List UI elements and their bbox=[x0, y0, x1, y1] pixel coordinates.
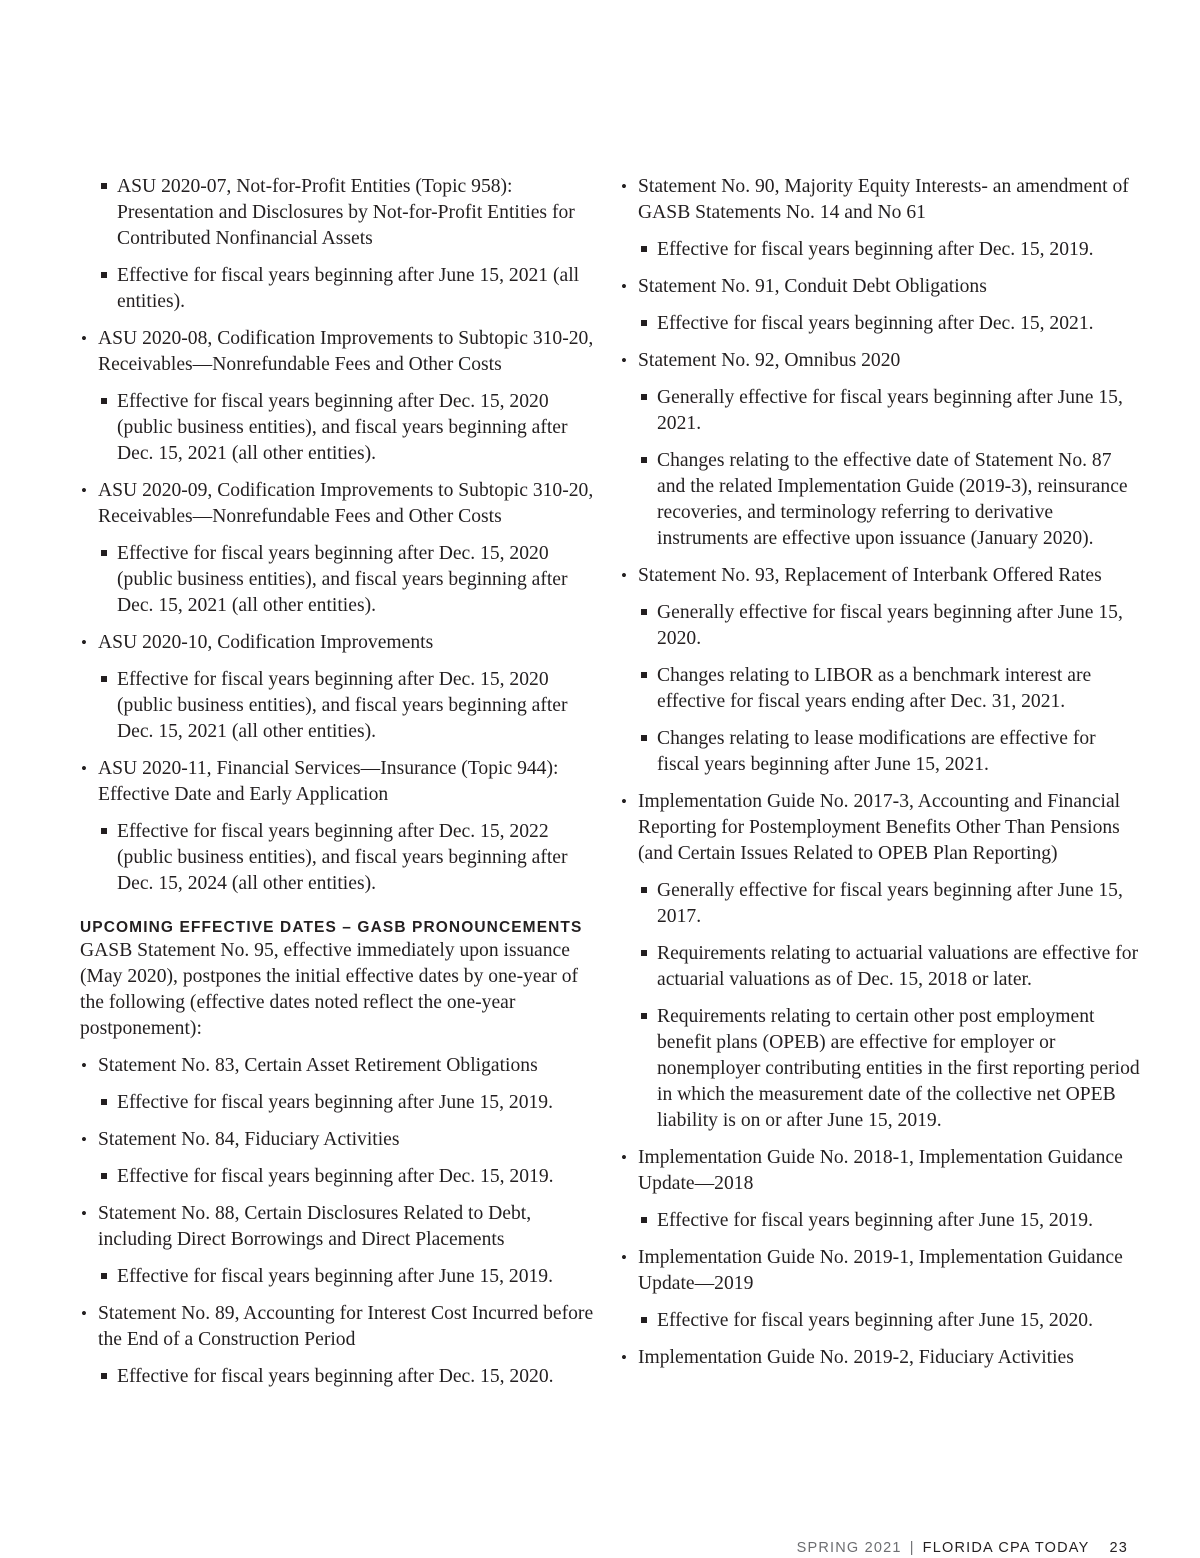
list-subitem: Changes relating to LIBOR as a benchmark interest are effective for fiscal years ending after Dec. 31, 2021. bbox=[620, 663, 1140, 715]
list-subitem: Effective for fiscal years beginning after Dec. 15, 2019. bbox=[80, 1164, 600, 1190]
list-subitem: Changes relating to lease modifications are effective for fiscal years beginning after June 15, 2021. bbox=[620, 726, 1140, 778]
list-subitem: Effective for fiscal years beginning after June 15, 2019. bbox=[80, 1264, 600, 1290]
list-subitem: Effective for fiscal years beginning after Dec. 15, 2020 (public business entities), and fiscal years beginning after Dec. 15, 2021 (all other entities). bbox=[80, 667, 600, 745]
list-subitem: Effective for fiscal years beginning after June 15, 2021 (all entities). bbox=[80, 263, 600, 315]
list-subitem: Generally effective for fiscal years beginning after June 15, 2017. bbox=[620, 878, 1140, 930]
list-subitem: Changes relating to the effective date of Statement No. 87 and the related Implementation Guide (2019-3), reinsurance recoveries, and terminology referring to derivative instruments are effective upon issuance (January 2020). bbox=[620, 448, 1140, 552]
list-item: • Implementation Guide No. 2017-3, Accounting and Financial Reporting for Postemployment Benefits Other Than Pensions (and Certain Issues Related to OPEB Plan Reporting) bbox=[620, 789, 1140, 867]
list-item: • Statement No. 84, Fiduciary Activities bbox=[80, 1127, 600, 1153]
list-item: • Statement No. 88, Certain Disclosures Related to Debt, including Direct Borrowings and Direct Placements bbox=[80, 1201, 600, 1253]
list-item: • Statement No. 89, Accounting for Interest Cost Incurred before the End of a Construction Period bbox=[80, 1301, 600, 1353]
list-item: • Implementation Guide No. 2019-2, Fiduciary Activities bbox=[620, 1345, 1140, 1371]
list-subitem: Effective for fiscal years beginning after June 15, 2019. bbox=[80, 1090, 600, 1116]
left-column bbox=[80, 174, 600, 1401]
list-subitem: Generally effective for fiscal years beginning after June 15, 2020. bbox=[620, 600, 1140, 652]
list-subitem: Effective for fiscal years beginning after Dec. 15, 2020 (public business entities), and fiscal years beginning after Dec. 15, 2021 (all other entities). bbox=[80, 541, 600, 619]
footer-separator: | bbox=[909, 1540, 915, 1556]
list-item: • ASU 2020-09, Codification Improvements to Subtopic 310-20, Receivables—Nonrefundable Fees and Other Costs bbox=[80, 478, 600, 530]
right-column bbox=[620, 174, 1140, 1382]
list-subitem: Effective for fiscal years beginning after Dec. 15, 2020. bbox=[80, 1364, 600, 1390]
list-item: • ASU 2020-10, Codification Improvements bbox=[80, 630, 600, 656]
list-item: • Statement No. 90, Majority Equity Interests- an amendment of GASB Statements No. 14 and No 61 bbox=[620, 174, 1140, 226]
list-subitem: Requirements relating to certain other post employment benefit plans (OPEB) are effective for employer or nonemployer contributing entities in the first reporting period in which the measurement date of the collective net OPEB liability is on or after June 15, 2019. bbox=[620, 1004, 1140, 1134]
list-subitem: Requirements relating to actuarial valuations are effective for actuarial valuations as of Dec. 15, 2018 or later. bbox=[620, 941, 1140, 993]
section-heading: UPCOMING EFFECTIVE DATES – GASB PRONOUNCEMENTS bbox=[80, 919, 583, 936]
list-item: • Implementation Guide No. 2019-1, Implementation Guidance Update—2019 bbox=[620, 1245, 1140, 1297]
list-item: • Statement No. 91, Conduit Debt Obligations bbox=[620, 274, 1140, 300]
footer-magazine: FLORIDA CPA TODAY bbox=[922, 1540, 1090, 1556]
list-item: • ASU 2020-11, Financial Services—Insurance (Topic 944): Effective Date and Early Application bbox=[80, 756, 600, 808]
page-number: 23 bbox=[1109, 1540, 1128, 1556]
list-subitem: Effective for fiscal years beginning after June 15, 2019. bbox=[620, 1208, 1140, 1234]
page-footer bbox=[797, 1540, 1128, 1556]
list-subitem: Effective for fiscal years beginning after June 15, 2020. bbox=[620, 1308, 1140, 1334]
list-item: • Implementation Guide No. 2018-1, Implementation Guidance Update—2018 bbox=[620, 1145, 1140, 1197]
list-item: • Statement No. 83, Certain Asset Retirement Obligations bbox=[80, 1053, 600, 1079]
list-subitem: Effective for fiscal years beginning after Dec. 15, 2019. bbox=[620, 237, 1140, 263]
intro-paragraph: GASB Statement No. 95, effective immediately upon issuance (May 2020), postpones the initial effective dates by one-year of the following (effective dates noted reflect the one-year postponement): bbox=[80, 940, 579, 1039]
list-subitem: Generally effective for fiscal years beginning after June 15, 2021. bbox=[620, 385, 1140, 437]
list-item: • ASU 2020-08, Codification Improvements to Subtopic 310-20, Receivables—Nonrefundable Fees and Other Costs bbox=[80, 326, 600, 378]
list-subitem: Effective for fiscal years beginning after Dec. 15, 2021. bbox=[620, 311, 1140, 337]
list-subitem: Effective for fiscal years beginning after Dec. 15, 2020 (public business entities), and fiscal years beginning after Dec. 15, 2021 (all other entities). bbox=[80, 389, 600, 467]
list-item: • Statement No. 93, Replacement of Interbank Offered Rates bbox=[620, 563, 1140, 589]
list-subitem: ASU 2020-07, Not-for-Profit Entities (Topic 958): Presentation and Disclosures by Not-for-Profit Entities for Contributed Nonfinancial Assets bbox=[80, 174, 600, 252]
list-item: • Statement No. 92, Omnibus 2020 bbox=[620, 348, 1140, 374]
list-subitem: Effective for fiscal years beginning after Dec. 15, 2022 (public business entities), and fiscal years beginning after Dec. 15, 2024 (all other entities). bbox=[80, 819, 600, 897]
footer-season: SPRING 2021 bbox=[796, 1540, 902, 1556]
